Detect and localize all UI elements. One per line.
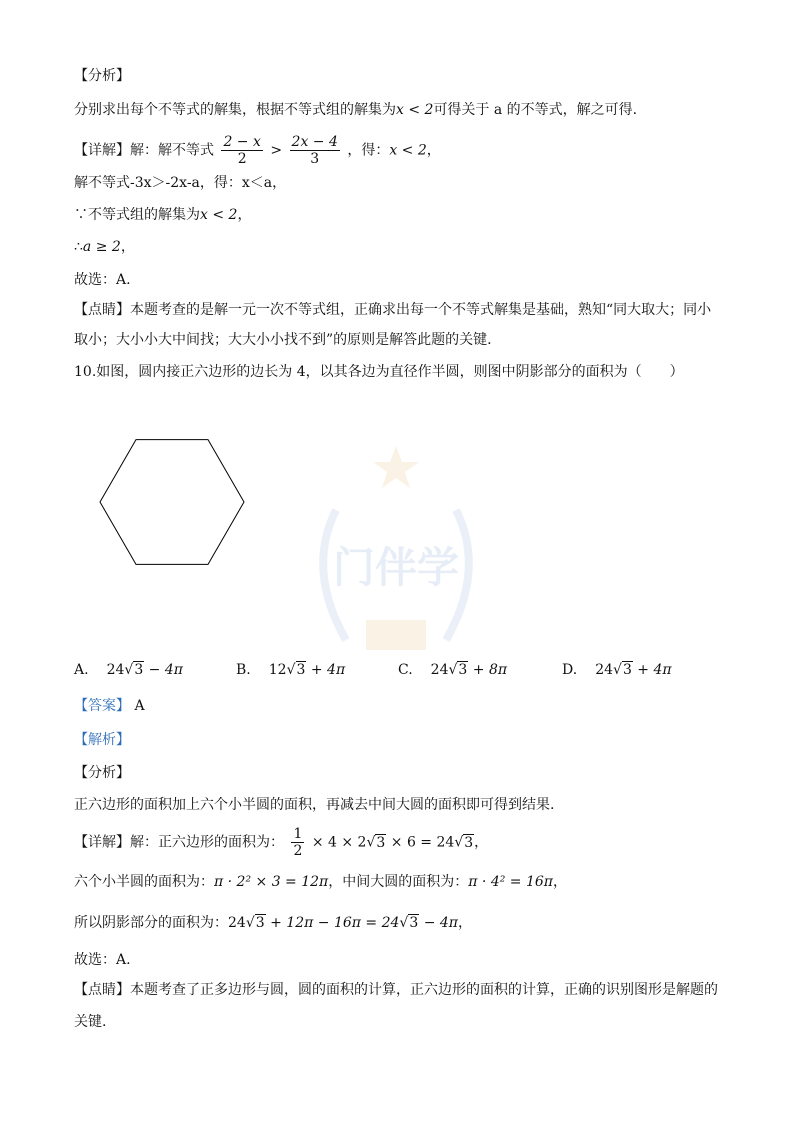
option-d[interactable]: D. 24√3 + 4π [562,662,672,678]
explanation-heading: 【解析】 [74,732,130,748]
fraction: $\frac{2x - 4}{3}$ [291,134,338,167]
option-a[interactable]: A. 24√3 − 4π [74,662,183,678]
analysis-text-2: 正六边形的面积加上六个小半圆的面积，再减去中间大圆的面积即可得到结果. [74,797,555,813]
note-line-2: 取小；大小小大中间找；大大小小找不到”的原则是解答此题的关键. [74,332,492,348]
detail-line-3: ∵不等式组的解集为x < 2， [74,207,252,223]
watermark-logo [276,440,516,690]
hexagon [100,440,244,565]
hexagon-semicircles-figure [74,396,278,610]
detail-line-1: 【详解】解：解不等式 $\frac{2 - x}{2}$ > $\frac{2x - 4}{3}$ ，得：x < 2， [74,134,441,167]
option-c[interactable]: C. 24√3 + 8π [398,662,508,678]
detail-shaded: 所以阴影部分的面积为：24√3 + 12π − 16π = 24√3 − 4π， [74,915,473,931]
choose-line: 故选：A. [74,272,131,288]
watermark-text: 门伴学 [332,543,460,592]
question-stem: 10.如图，圆内接正六边形的边长为 4，以其各边为直径作半圆，则图中阴影部分的面积为（ ） [74,364,684,380]
choose-line-2: 故选：A. [74,952,131,968]
analysis-text: 分别求出每个不等式的解集，根据不等式组的解集为x < 2可得关于 a 的不等式，解之可得. [74,102,638,118]
answer-line: 【答案】 A [74,698,145,714]
fraction: $\frac{2 - x}{2}$ [223,134,261,167]
detail-semicircles: 六个小半圆的面积为：π · 2² × 3 = 12π，中间大圆的面积为：π · 4² = 16π， [74,874,567,890]
analysis-heading: 【分析】 [74,68,130,84]
analysis-heading-2: 【分析】 [74,765,130,781]
fraction: $\frac{1}{2}$ [293,826,303,859]
note-line-1: 【点睛】本题考查的是解一元一次不等式组，正确求出每一个不等式解集是基础，熟知“同大取大；同小 [74,302,712,318]
option-b[interactable]: B. 12√3 + 4π [236,662,346,678]
note-line-4: 关键. [74,1014,107,1030]
detail-hex-area: 【详解】解：正六边形的面积为： $\frac{1}{2}$ × 4 × 2√3 × 6 = 24√3， [74,826,489,859]
detail-line-4: ∴a ≥ 2， [74,239,135,255]
note-line-3: 【点睛】本题考查了正多边形与圆，圆的面积的计算，正六边形的面积的计算，正确的识别图形是解题的 [74,982,718,998]
detail-line-2: 解不等式-3x＞-2x-a，得：x＜a， [74,175,287,191]
